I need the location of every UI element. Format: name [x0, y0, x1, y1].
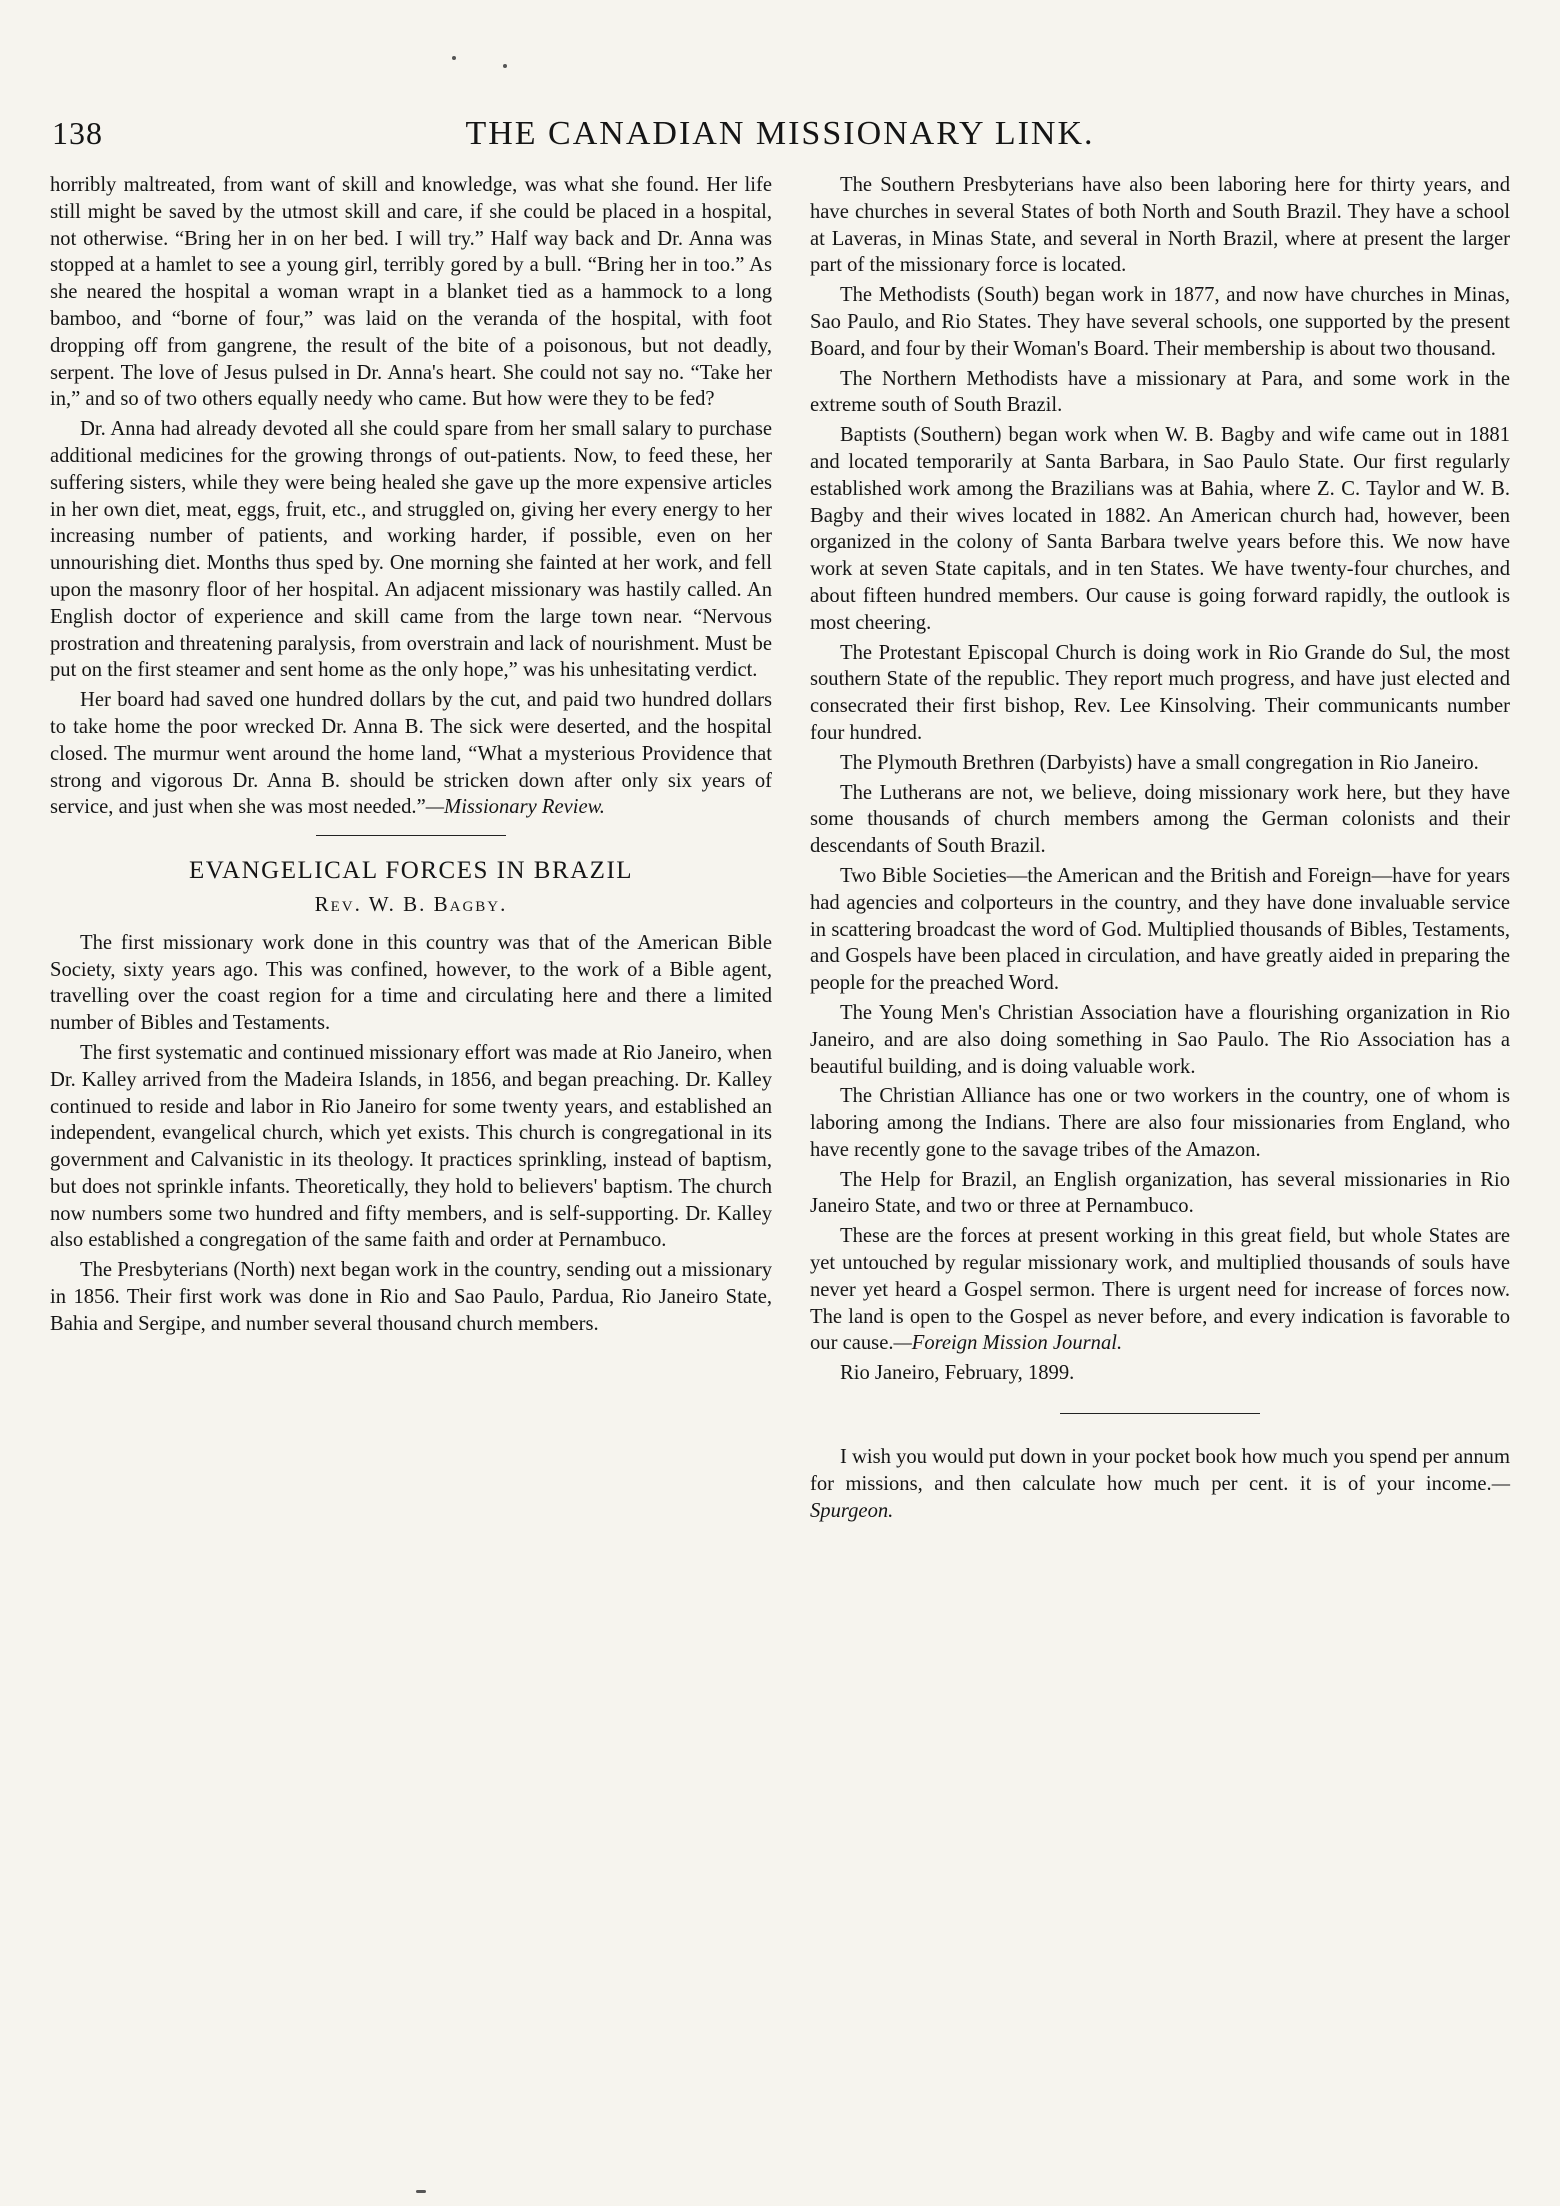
article-paragraph: Two Bible Societies—the American and the British and Foreign—have for years had agencies and colporteurs in the country, and they have done invaluable service in scattering broadcast the word of God. Multiplied thousands of Bibles, Testaments, and Gospels have been placed in circulation, and have greatly aided in preparing the people for the preached Word.: [810, 864, 1510, 995]
article-paragraph: The Protestant Episcopal Church is doing work in Rio Grande do Sul, the most southern State of the republic. They report much progress, and have just elected and consecrated their first bishop, Rev. Lee Kinsolving. Their communicants number four hundred.: [810, 641, 1510, 744]
story-citation: —Missionary Review.: [425, 796, 605, 819]
quote-paragraph: [810, 1444, 1510, 1524]
article-last-paragraph: [810, 1223, 1510, 1357]
article-citation: —Foreign Mission Journal.: [893, 1332, 1123, 1355]
dateline: Rio Janeiro, February, 1899.: [840, 1362, 1075, 1385]
section-divider: [1060, 1413, 1260, 1414]
quote-text: I wish you would put down in your pocket book how much you spend per annum for missions, and then calculate how much per cent. it is of your income.: [810, 1446, 1510, 1495]
quote-attribution: —Spurgeon.: [810, 1472, 1510, 1522]
running-title: THE CANADIAN MISSIONARY LINK.: [465, 115, 1095, 152]
article-paragraph: The Lutherans are not, we believe, doing missionary work here, but they have some thousands of church members among the German colonists and their descendants of South Brazil.: [810, 781, 1510, 858]
article-paragraph: The Northern Methodists have a missionary at Para, and some work in the extreme south of South Brazil.: [810, 367, 1510, 417]
article-paragraph: The Presbyterians (North) next began work in the country, sending out a missionary in 1856. Their first work was done in Rio and Sao Paulo, Pardua, Rio Janeiro State, Bahia and Sergipe, and number several thousand church members.: [50, 1259, 772, 1335]
scan-speck: [416, 2190, 426, 2193]
article-paragraph: The Christian Alliance has one or two workers in the country, one of whom is laboring among the Indians. There are also four missionaries from England, who have recently gone to the savage tribes of the Amazon.: [810, 1085, 1510, 1161]
article-byline: Rev. W. B. Bagby.: [314, 891, 508, 916]
story-paragraph: horribly maltreated, from want of skill and knowledge, was what she found. Her life still might be saved by the utmost skill and care, if she could be placed in a hospital, not otherwise. “Bring her in on her bed. I will try.” Half way back and Dr. Anna was stopped at a hamlet to see a young girl, terribly gored by a bull. “Bring her in too.” As she neared the hospital a woman wrapt in a blanket tied as a hammock to a long bamboo, and “borne of four,” was laid on the veranda of the hospital, with foot dropping off from gangrene, the result of the bite of a poisonous, but not deadly, serpent. The love of Jesus pulsed in Dr. Anna's heart. She could not say no. “Take her in,” and so of two others equally needy who came. But how were they to be fed?: [50, 174, 772, 411]
article-title: EVANGELICAL FORCES IN BRAZIL: [188, 857, 634, 885]
article-paragraph: Baptists (Southern) began work when W. B. Bagby and wife came out in 1881 and located temporarily at Santa Barbara, in Sao Paulo State. Our first regularly established work among the Brazilians was at Bahia, where Z. C. Taylor and W. B. Bagby and their wives located in 1882. An American church had, however, been organized in the colony of Santa Barbara twelve years before this. We now have work at seven State capitals, and in ten States. We have twenty-four churches, and about fifteen hundred members. Our cause is going forward rapidly, the outlook is most cheering.: [810, 424, 1510, 634]
page-number: 138: [52, 115, 103, 151]
story-paragraph: Dr. Anna had already devoted all she could spare from her small salary to purchase additional medicines for the growing throngs of out-patients. Now, to feed these, her suffering sisters, while they were being healed she gave up the more expensive articles in her own diet, meat, eggs, fruit, etc., and struggled on, giving her every energy to her increasing number of patients, and working harder, if possible, even on her unnourishing diet. Months thus sped by. One morning she fainted at her work, and fell upon the masonry floor of her hospital. An adjacent missionary was hastily called. An English doctor of experience and skill came from the large town near. “Nervous prostration and threatening paralysis, from overstrain and lack of nourishment. Must be put on the first steamer and sent home as the only hope,” was his unhesitating verdict.: [50, 418, 772, 682]
scan-speck: [452, 56, 456, 60]
article-paragraph: The Plymouth Brethren (Darbyists) have a small congregation in Rio Janeiro.: [840, 751, 1479, 774]
article-paragraph: The Methodists (South) began work in 1877, and now have churches in Minas, Sao Paulo, and Rio States. They have several schools, one supported by the present Board, and four by their Woman's Board. Their membership is about two thousand.: [810, 284, 1510, 360]
article-paragraph: The first systematic and continued missionary effort was made at Rio Janeiro, when Dr. Kalley arrived from the Madeira Islands, in 1856, and began preaching. Dr. Kalley continued to reside and labor in Rio Janeiro for some twenty years, and established an independent, evangelical church, which yet exists. This church is congregational in its government and Calvanistic in its theology. It practices sprinkling, instead of baptism, but does not sprinkle infants. Theoretically, they hold to believers' baptism. The church now numbers some two hundred and fifty members, and is self-supporting. Dr. Kalley also established a congregation of the same faith and order at Pernambuco.: [50, 1041, 772, 1252]
story-last-paragraph: [50, 687, 772, 821]
right-column: [810, 172, 1510, 1527]
left-column: [50, 172, 772, 1341]
article-paragraph: The first missionary work done in this country was that of the American Bible Society, sixty years ago. This was confined, however, to the work of a Bible agent, travelling over the coast region for a time and circulating here and there a limited number of Bibles and Testaments.: [50, 931, 772, 1035]
scan-speck: [503, 64, 507, 68]
article-paragraph: The Young Men's Christian Association have a flourishing organization in Rio Janeiro, and are also doing something in Sao Paulo. The Rio Association has a beautiful building, and is doing valuable work.: [810, 1001, 1510, 1078]
section-divider: [316, 835, 506, 836]
article-paragraph: The Help for Brazil, an English organization, has several missionaries in Rio Janeiro State, and two or three at Pernambuco.: [810, 1168, 1510, 1218]
article-last-text: These are the forces at present working in this great field, but whole States are yet untouched by regular missionary work, and multiplied thousands of souls have never yet heard a Gospel sermon. There is urgent need for increase of forces now. The land is open to the Gospel as never before, and every indication is favorable to our cause.: [810, 1225, 1510, 1355]
story-last-text: Her board had saved one hundred dollars by the cut, and paid two hundred dollars to take home the poor wrecked Dr. Anna B. The sick were deserted, and the hospital closed. The murmur went around the home land, “What a mysterious Providence that strong and vigorous Dr. Anna B. should be stricken down after only six years of service, and just when she was most needed.”: [50, 689, 772, 819]
article-paragraph: The Southern Presbyterians have also been laboring here for thirty years, and have churches in several States of both North and South Brazil. They have a school at Laveras, in Minas State, and several in North Brazil, where at present the larger part of the missionary force is located.: [810, 174, 1510, 277]
